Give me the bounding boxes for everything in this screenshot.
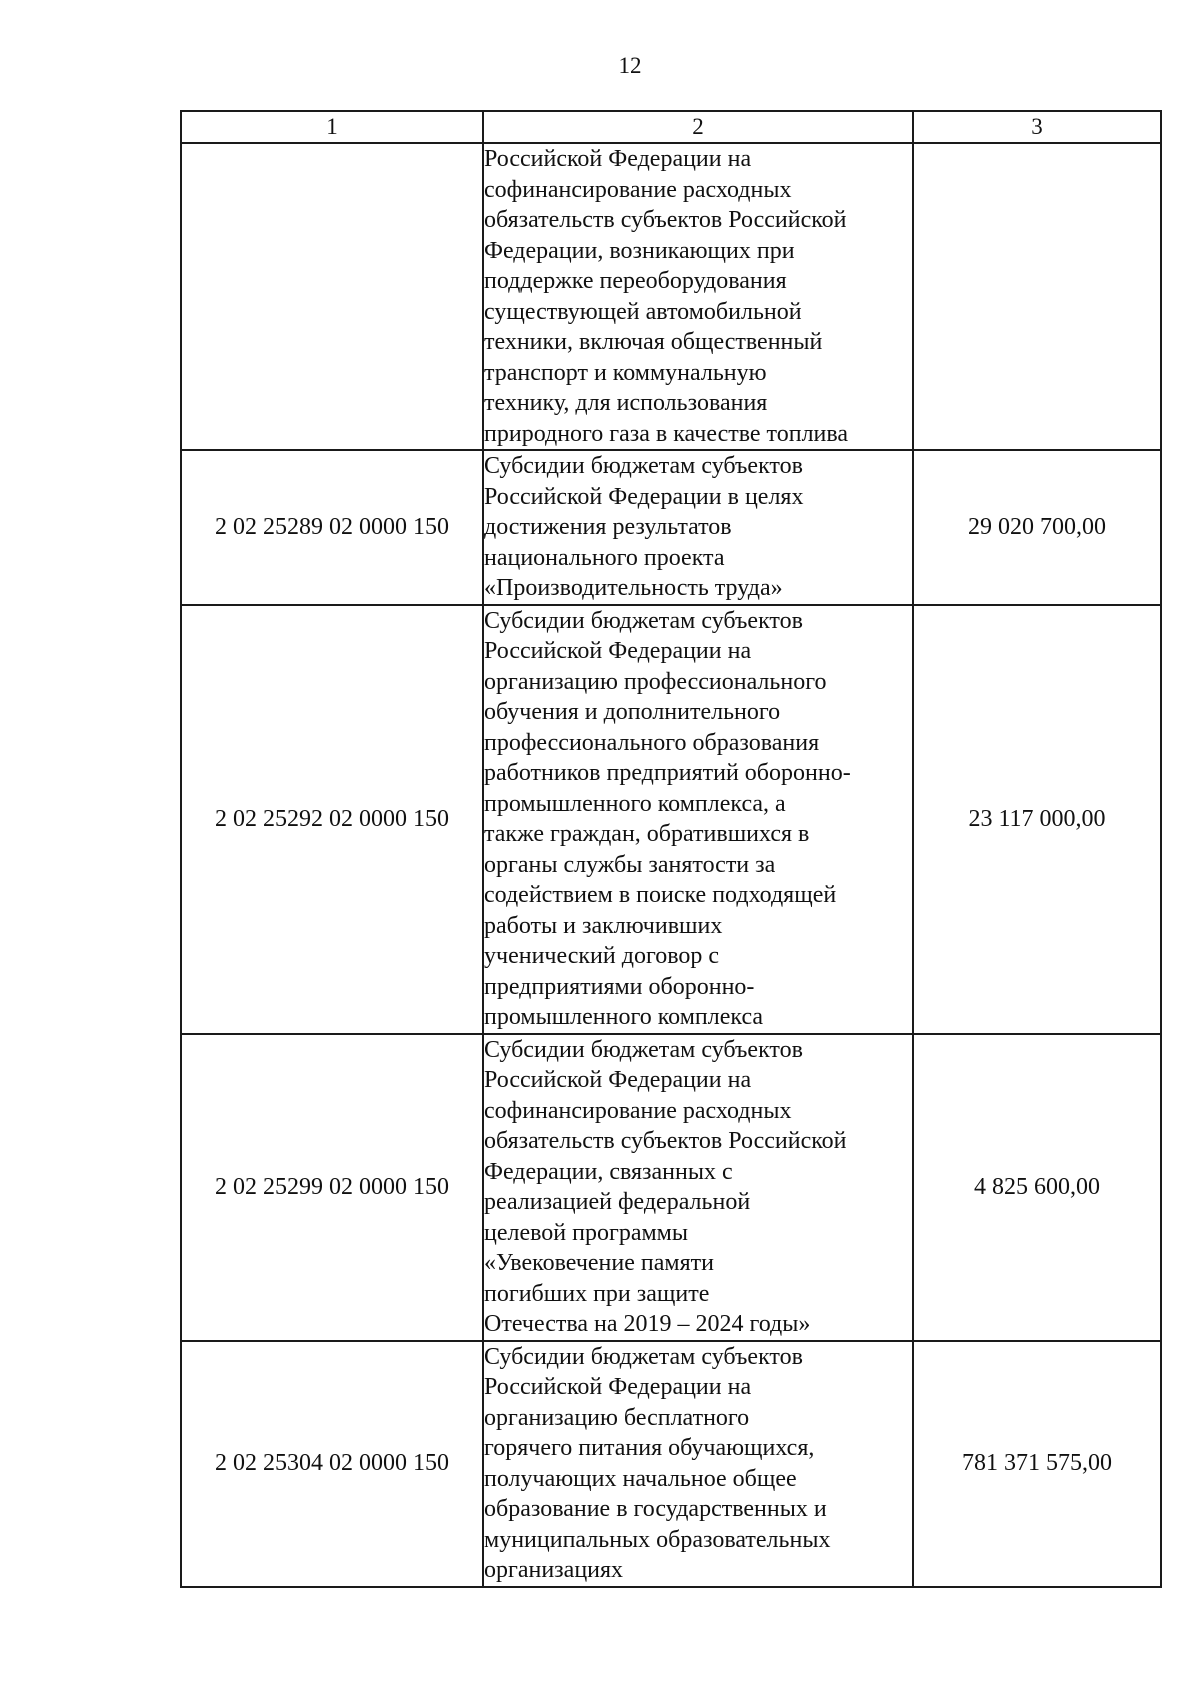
table-row <box>181 450 1161 605</box>
description-cell: Субсидии бюджетам субъектов Российской Федерации в целях достижения результатов национального проекта «Производительность труда» <box>483 450 913 605</box>
amount-cell <box>913 143 1161 450</box>
column-header-1: 1 <box>181 111 483 143</box>
amount-cell: 781 371 575,00 <box>913 1341 1161 1587</box>
budget-code-cell: 2 02 25304 02 0000 150 <box>181 1341 483 1587</box>
column-header-3: 3 <box>913 111 1161 143</box>
budget-table <box>180 110 1162 1588</box>
table-row <box>181 1034 1161 1341</box>
budget-code-cell: 2 02 25299 02 0000 150 <box>181 1034 483 1341</box>
table-row <box>181 143 1161 450</box>
description-cell: Субсидии бюджетам субъектов Российской Федерации на организацию бесплатного горячего питания обучающихся, получающих начальное общее образование в государственных и муниципальных образовательных организациях <box>483 1341 913 1587</box>
budget-code-cell: 2 02 25289 02 0000 150 <box>181 450 483 605</box>
description-cell: Российской Федерации на софинансирование расходных обязательств субъектов Российской Федерации, возникающих при поддержке переоборудования существующей автомобильной техники, включая общественный транспорт и коммунальную технику, для использования природного газа в качестве топлива <box>483 143 913 450</box>
page-number: 12 <box>618 53 642 78</box>
amount-cell: 29 020 700,00 <box>913 450 1161 605</box>
amount-cell: 23 117 000,00 <box>913 605 1161 1034</box>
amount-cell: 4 825 600,00 <box>913 1034 1161 1341</box>
table-header-row <box>181 111 1161 143</box>
budget-code-cell: 2 02 25292 02 0000 150 <box>181 605 483 1034</box>
table-row <box>181 605 1161 1034</box>
table-row <box>181 1341 1161 1587</box>
description-cell: Субсидии бюджетам субъектов Российской Федерации на организацию профессионального обучения и дополнительного профессионального образования работников предприятий оборонно- промышленного комплекса, а также граждан, обратившихся в органы службы занятости за содействием в поиске подходящей работы и заключивших ученический договор с предприятиями оборонно- промышленного комплекса <box>483 605 913 1034</box>
description-cell: Субсидии бюджетам субъектов Российской Федерации на софинансирование расходных обязательств субъектов Российской Федерации, связанных с реализацией федеральной целевой программы «Увековечение памяти погибших при защите Отечества на 2019 – 2024 годы» <box>483 1034 913 1341</box>
budget-code-cell <box>181 143 483 450</box>
column-header-2: 2 <box>483 111 913 143</box>
